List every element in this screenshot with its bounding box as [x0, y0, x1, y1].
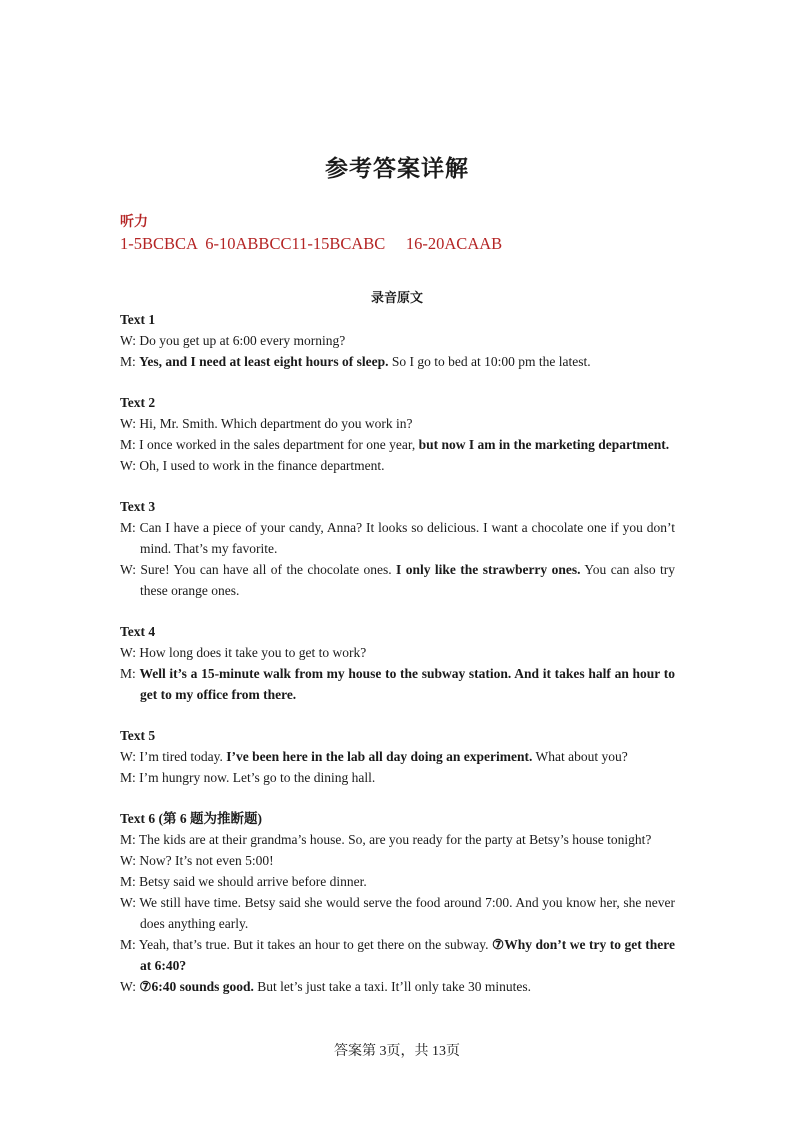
- speaker-label: M:: [120, 520, 140, 535]
- dialogue-text: Now? It’s not even 5:00!: [139, 853, 274, 868]
- text-heading: Text 6 (第 6 题为推断题): [120, 811, 262, 826]
- dialogue-line: [120, 850, 675, 871]
- dialogue-text: You can also try these orange ones.: [140, 562, 675, 598]
- speaker-label: M:: [120, 874, 140, 889]
- speaker-label: W:: [120, 458, 140, 473]
- dialogue-text: How long does it take you to get to work?: [139, 645, 367, 660]
- dialogue-text: Oh, I used to work in the finance department.: [139, 458, 385, 473]
- speaker-label: M:: [120, 937, 139, 952]
- dialogue-text: Yeah, that’s true. But it takes an hour to get there on the subway.: [138, 937, 492, 952]
- dialogue-line: [120, 746, 675, 767]
- speaker-label: M:: [120, 832, 139, 847]
- dialogue-line: [120, 455, 675, 476]
- dialogue-text: The kids are at their grandma’s house. So, are you ready for the party at Betsy’s house tonight?: [138, 832, 652, 847]
- key-answer-text: I only like the strawberry ones.: [396, 562, 581, 577]
- transcript-block: [120, 808, 675, 997]
- dialogue-line: [120, 434, 675, 455]
- transcript-block: [120, 621, 675, 705]
- dialogue-line: [120, 517, 675, 559]
- dialogue-text: We still have time. Betsy said she would serve the food around 7:00. And you know her, she never does anything early.: [139, 895, 676, 931]
- dialogue-line: [120, 351, 675, 372]
- page-title: 参考答案详解: [325, 156, 469, 182]
- dialogue-text: I’m hungry now. Let’s go to the dining hall.: [139, 770, 376, 785]
- listening-label: 听力: [120, 214, 148, 230]
- dialogue-text: Can I have a piece of your candy, Anna? It looks so delicious. I want a chocolate one if you don’t mind. That’s my favorite.: [139, 520, 675, 556]
- speaker-label: W:: [120, 562, 141, 577]
- text-heading: Text 4: [120, 624, 156, 639]
- dialogue-text: I’m tired today.: [139, 749, 227, 764]
- dialogue-text: Hi, Mr. Smith. Which department do you work in?: [139, 416, 413, 431]
- dialogue-line: [120, 892, 675, 934]
- transcript-block: [120, 309, 675, 372]
- dialogue-line: [120, 663, 675, 705]
- dialogue-line: [120, 559, 675, 601]
- text-heading: Text 5: [120, 728, 156, 743]
- key-answer-text: but now I am in the marketing department.: [418, 437, 670, 452]
- dialogue-line: [120, 934, 675, 976]
- dialogue-line: [120, 767, 675, 788]
- page-footer: 答案第 3页，共 13页: [334, 1044, 460, 1059]
- dialogue-text: Betsy said we should arrive before dinner.: [139, 874, 367, 889]
- text-heading: Text 1: [120, 312, 156, 327]
- speaker-label: W:: [120, 749, 140, 764]
- key-answer-text: I’ve been here in the lab all day doing an experiment.: [226, 749, 533, 764]
- transcript-block: [120, 725, 675, 788]
- dialogue-text: What about you?: [532, 749, 628, 764]
- key-answer-text: ⑦6:40 sounds good.: [139, 979, 254, 994]
- dialogue-line: [120, 829, 675, 850]
- speaker-label: M:: [120, 354, 140, 369]
- transcript-title: 录音原文: [370, 291, 423, 306]
- dialogue-line: [120, 413, 675, 434]
- dialogue-line: [120, 871, 675, 892]
- key-answer-text: Yes, and I need at least eight hours of sleep.: [139, 354, 389, 369]
- text-heading: Text 2: [120, 395, 156, 410]
- dialogue-line: [120, 642, 675, 663]
- dialogue-line: [120, 330, 675, 351]
- speaker-label: W:: [120, 853, 140, 868]
- dialogue-text: So I go to bed at 10:00 pm the latest.: [388, 354, 591, 369]
- text-heading: Text 3: [120, 499, 156, 514]
- dialogue-text: Do you get up at 6:00 every morning?: [139, 333, 346, 348]
- dialogue-line: [120, 976, 675, 997]
- speaker-label: M:: [120, 437, 140, 452]
- speaker-label: W:: [120, 895, 140, 910]
- transcript-content: [120, 309, 675, 1017]
- speaker-label: M:: [120, 666, 140, 681]
- dialogue-text: I once worked in the sales department for one year,: [139, 437, 419, 452]
- speaker-label: M:: [120, 770, 140, 785]
- speaker-label: W:: [120, 645, 140, 660]
- dialogue-text: But let’s just take a taxi. It’ll only take 30 minutes.: [253, 979, 531, 994]
- speaker-label: W:: [120, 416, 140, 431]
- speaker-label: W:: [120, 333, 140, 348]
- speaker-label: W:: [120, 979, 140, 994]
- dialogue-text: Sure! You can have all of the chocolate ones.: [140, 562, 397, 577]
- key-answer-text: ⑦Why don’t we try to get there at 6:40?: [140, 937, 675, 973]
- key-answer-text: Well it’s a 15-minute walk from my house to the subway station. And it takes half an hour to get to my office from there.: [139, 666, 676, 702]
- listening-answer-key: 1-5BCBCA 6-10ABBCC11-15BCABC 16-20ACAAB: [120, 234, 503, 253]
- transcript-block: [120, 496, 675, 601]
- transcript-block: [120, 392, 675, 476]
